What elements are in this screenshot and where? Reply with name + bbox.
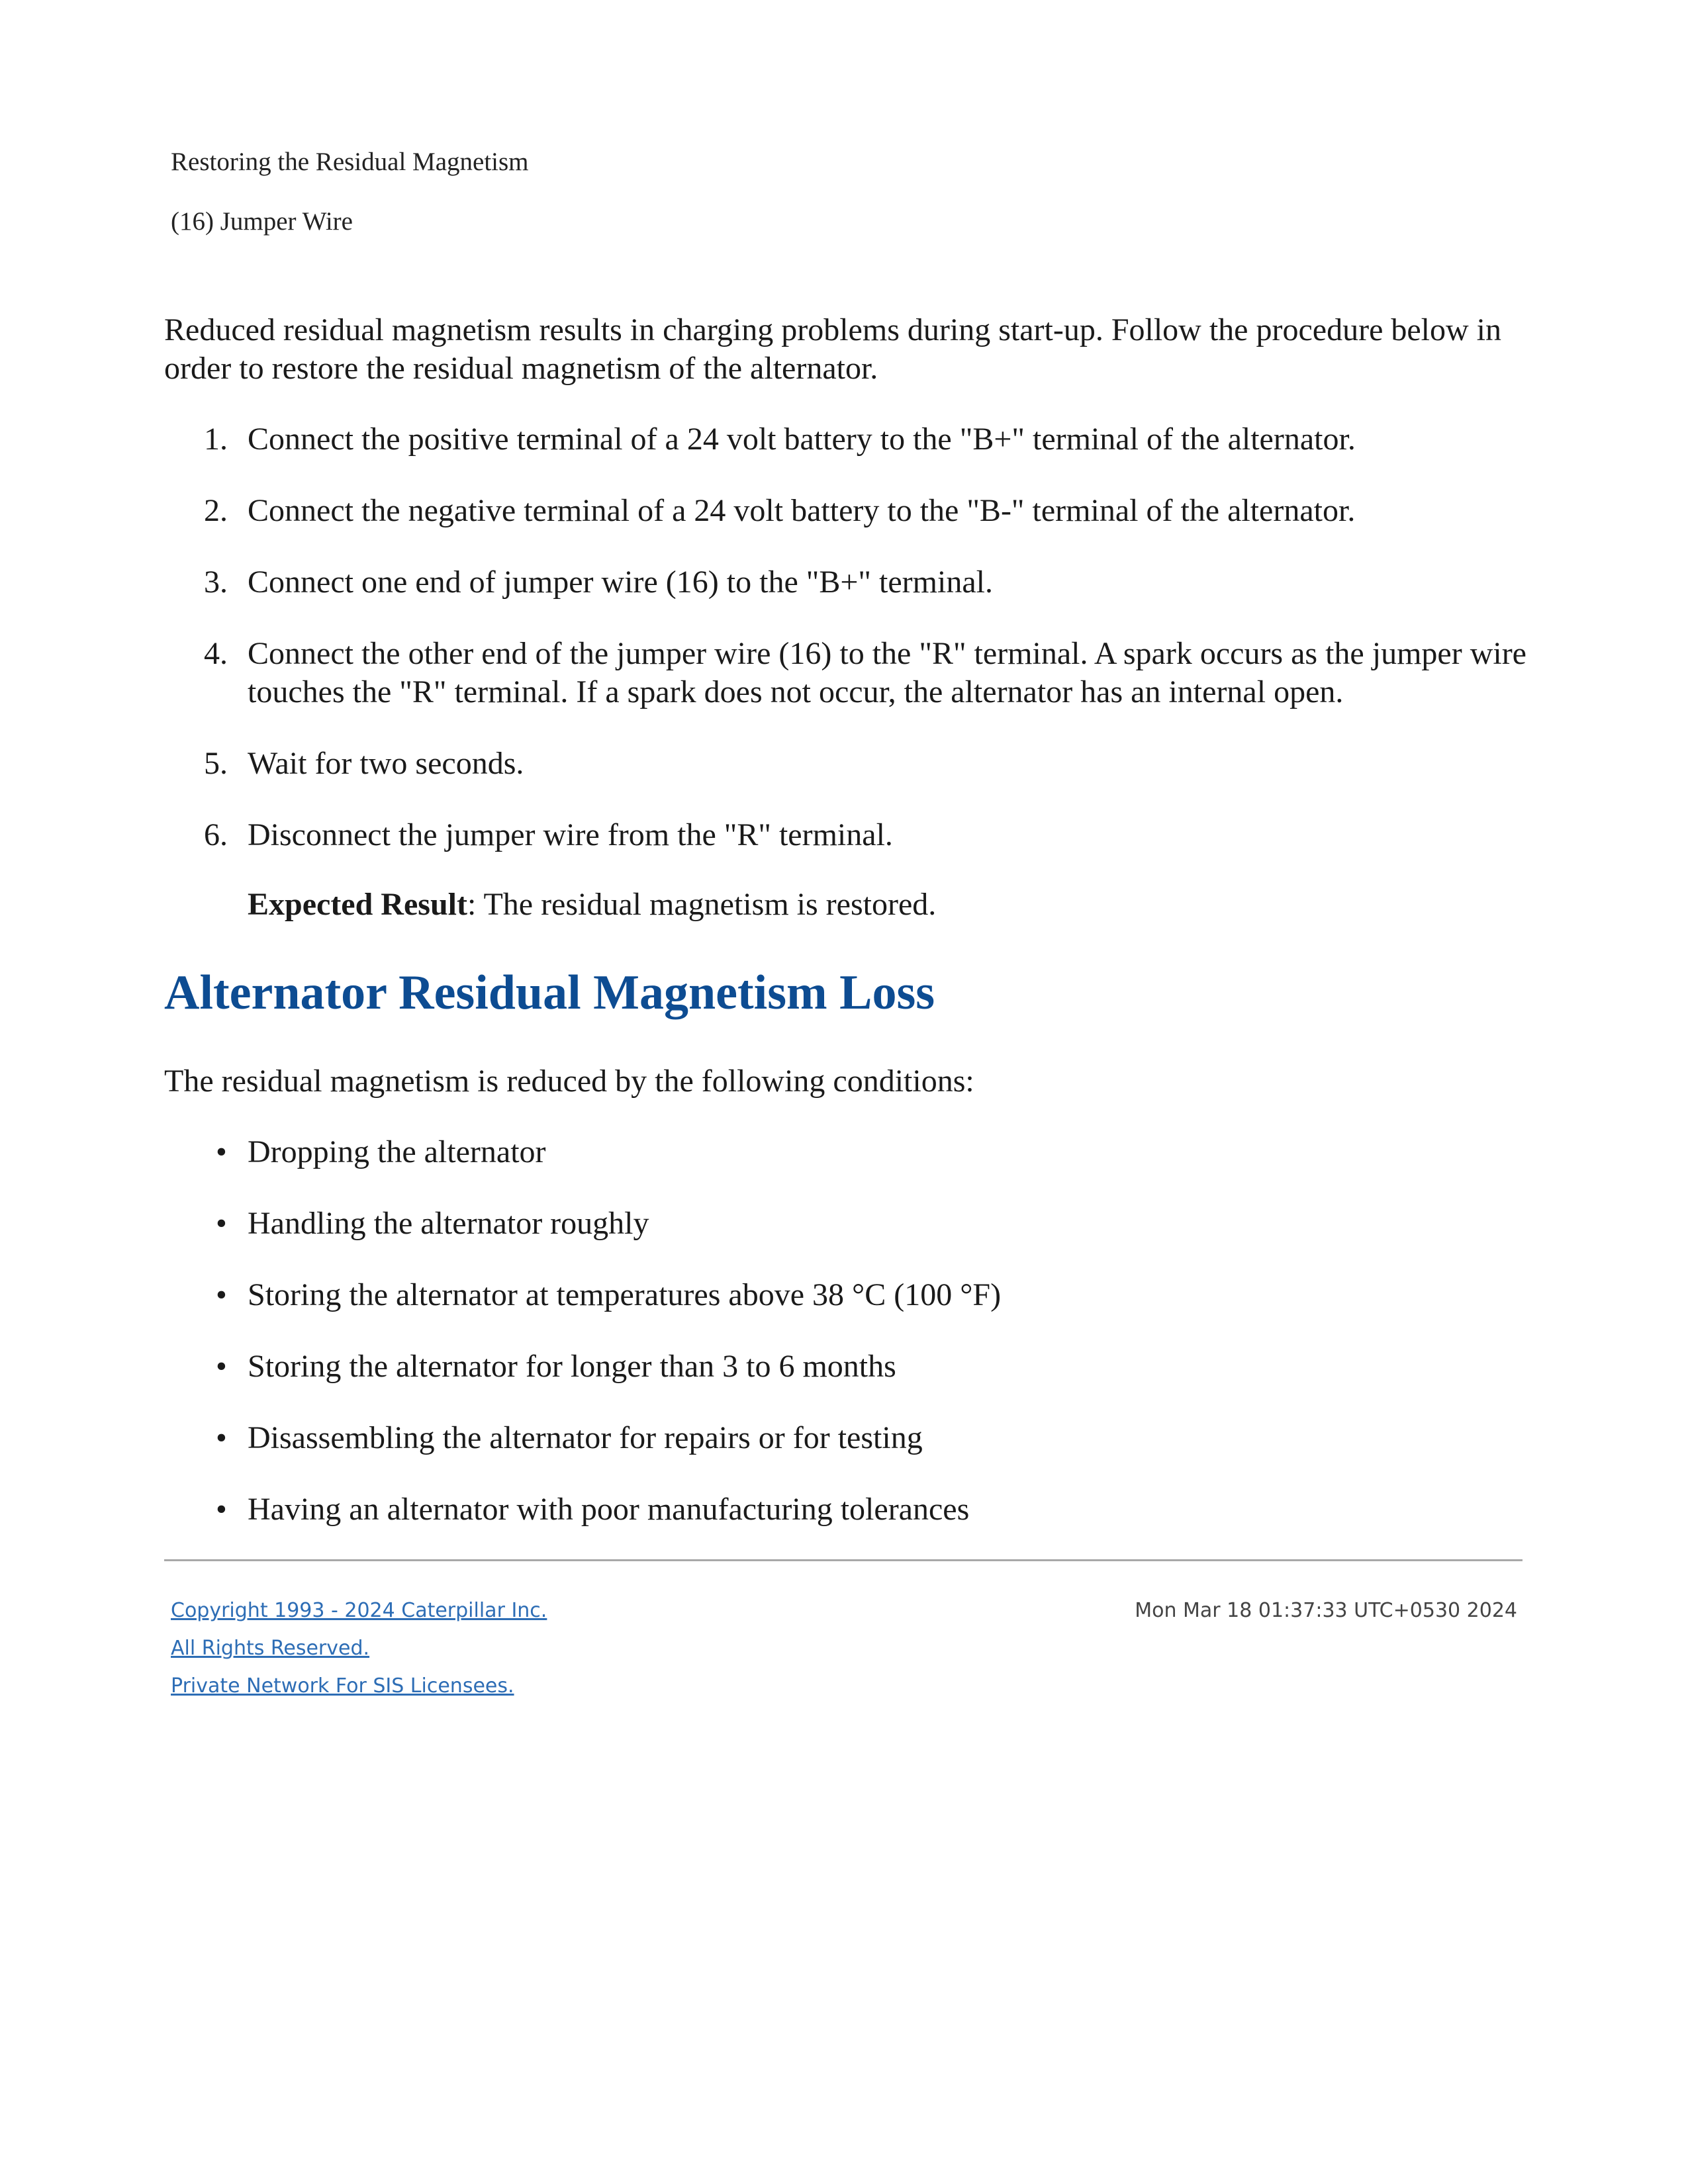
step-number: 4.	[204, 636, 228, 671]
step-number: 5.	[204, 746, 228, 781]
procedure-step	[164, 745, 1528, 783]
condition-text: Storing the alternator for longer than 3 to 6 months	[248, 1349, 896, 1384]
condition-text: Dropping the alternator	[248, 1134, 546, 1169]
section-heading: Alternator Residual Magnetism Loss	[164, 966, 935, 1020]
bullet-icon: •	[216, 1492, 227, 1527]
condition-item	[164, 1276, 1528, 1314]
condition-item	[164, 1419, 1528, 1457]
step-text: Disconnect the jumper wire from the "R" terminal.	[248, 817, 893, 852]
condition-item	[164, 1133, 1528, 1171]
expected-result-label: Expected Result	[248, 887, 467, 922]
condition-item	[164, 1347, 1528, 1386]
expected-result	[248, 886, 936, 924]
private-network-link[interactable]: Private Network For SIS Licensees.	[171, 1674, 514, 1698]
procedure-step	[164, 492, 1528, 530]
bullet-icon: •	[216, 1420, 227, 1455]
condition-item	[164, 1205, 1528, 1243]
expected-result-separator: :	[467, 887, 477, 922]
condition-text: Storing the alternator at temperatures above 38 °C (100 °F)	[248, 1277, 1002, 1312]
procedure-step	[164, 563, 1528, 602]
intro-paragraph: Reduced residual magnetism results in charging problems during start-up. Follow the procedure below in order to restore the residual magnetism of the alternator.	[164, 312, 1502, 386]
bullet-icon: •	[216, 1206, 227, 1241]
condition-text: Disassembling the alternator for repairs or for testing	[248, 1420, 923, 1455]
step-text: Connect the other end of the jumper wire (16) to the "R" terminal. A spark occurs as the jumper wire touches the "R" terminal. If a spark does not occur, the alternator has an internal open.	[248, 636, 1526, 709]
condition-item	[164, 1490, 1528, 1529]
step-number: 6.	[204, 817, 228, 852]
figure-caption-callout: (16) Jumper Wire	[171, 207, 353, 236]
print-timestamp: Mon Mar 18 01:37:33 UTC+0530 2024	[1135, 1599, 1517, 1622]
procedure-step	[164, 816, 1528, 854]
condition-text: Handling the alternator roughly	[248, 1206, 649, 1241]
copyright-link[interactable]: Copyright 1993 - 2024 Caterpillar Inc.	[171, 1599, 547, 1622]
bullet-icon: •	[216, 1277, 227, 1312]
step-text: Connect one end of jumper wire (16) to the "B+" terminal.	[248, 565, 993, 600]
rights-link[interactable]: All Rights Reserved.	[171, 1637, 370, 1660]
procedure-step	[164, 420, 1528, 459]
figure-caption-title: Restoring the Residual Magnetism	[171, 148, 529, 176]
conditions-list	[164, 1133, 1528, 1562]
footer-divider	[164, 1559, 1523, 1561]
step-text: Connect the negative terminal of a 24 volt battery to the "B-" terminal of the alternator.	[248, 493, 1356, 528]
conditions-intro: The residual magnetism is reduced by the following conditions:	[164, 1064, 974, 1099]
step-number: 3.	[204, 565, 228, 600]
step-number: 1.	[204, 422, 228, 457]
bullet-icon: •	[216, 1134, 227, 1169]
step-number: 2.	[204, 493, 228, 528]
condition-text: Having an alternator with poor manufacturing tolerances	[248, 1492, 970, 1527]
procedure-step	[164, 635, 1528, 711]
step-text: Connect the positive terminal of a 24 volt battery to the "B+" terminal of the alternator.	[248, 422, 1356, 457]
bullet-icon: •	[216, 1349, 227, 1384]
expected-result-text: The residual magnetism is restored.	[476, 887, 937, 922]
step-text: Wait for two seconds.	[248, 746, 524, 781]
procedure-steps	[164, 420, 1528, 887]
